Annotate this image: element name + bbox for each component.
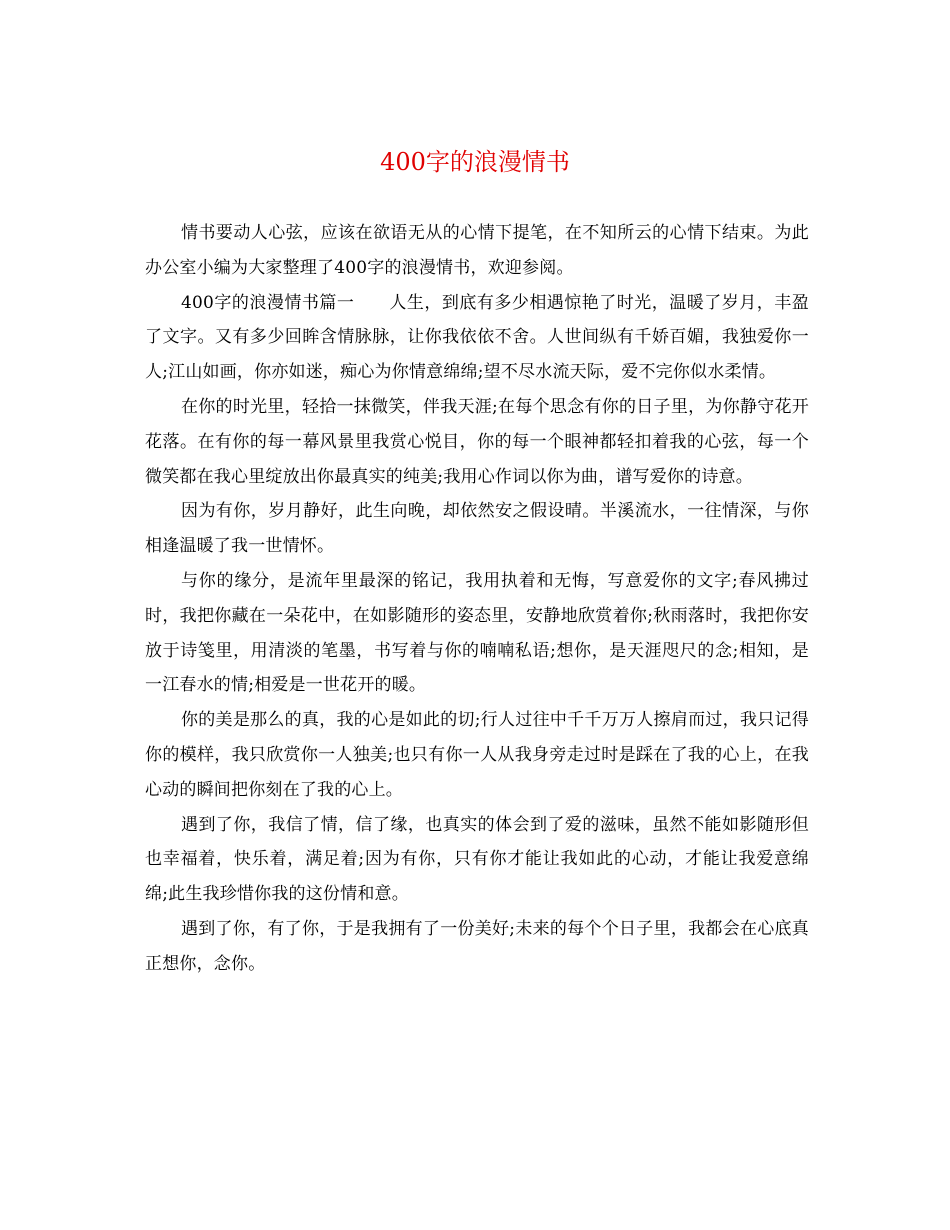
document-body <box>145 216 809 982</box>
paragraph-intro: 情书要动人心弦，应该在欲语无从的心情下提笔，在不知所云的心情下结束。为此办公室小编为大家整理了400字的浪漫情书，欢迎参阅。 <box>145 223 809 278</box>
paragraph-1: 400字的浪漫情书篇一 人生，到底有多少相遇惊艳了时光，温暖了岁月，丰盈了文字。又有多少回眸含情脉脉，让你我依依不舍。人世间纵有千娇百媚，我独爱你一人;江山如画，你亦如迷，痴心为你情意绵绵;望不尽水流天际，爱不完你似水柔情。 <box>145 292 809 383</box>
paragraph-5: 你的美是那么的真，我的心是如此的切;行人过往中千千万万人擦肩而过，我只记得你的模样，我只欣赏你一人独美;也只有你一人从我身旁走过时是踩在了我的心上，在我心动的瞬间把你刻在了我的心上。 <box>145 710 809 800</box>
paragraph-4: 与你的缘分，是流年里最深的铭记，我用执着和无悔，写意爱你的文字;春风拂过时，我把你藏在一朵花中，在如影随形的姿态里，安静地欣赏着你;秋雨落时，我把你安放于诗笺里，用清淡的笔墨，书写着与你的喃喃私语;想你，是天涯咫尺的念;相知，是一江春水的情;相爱是一世花开的暖。 <box>145 570 809 696</box>
paragraph-2: 在你的时光里，轻拾一抹微笑，伴我天涯;在每个思念有你的日子里，为你静守花开花落。在有你的每一幕风景里我赏心悦目，你的每一个眼神都轻扣着我的心弦，每一个微笑都在我心里绽放出你最真实的纯美;我用心作词以你为曲，谱写爱你的诗意。 <box>145 396 809 487</box>
paragraph-7: 遇到了你，有了你，于是我拥有了一份美好;未来的每个个日子里，我都会在心底真正想你，念你。 <box>145 918 809 974</box>
paragraph-6: 遇到了你，我信了情，信了缘，也真实的体会到了爱的滋味，虽然不能如影随形但也幸福着，快乐着，满足着;因为有你，只有你才能让我如此的心动，才能让我爱意绵绵;此生我珍惜你我的这份情和意。 <box>145 814 809 905</box>
page-title: 400字的浪漫情书 <box>380 148 570 176</box>
paragraph-3: 因为有你，岁月静好，此生向晚，却依然安之假设晴。半溪流水，一往情深，与你相逢温暖了我一世情怀。 <box>145 501 809 557</box>
